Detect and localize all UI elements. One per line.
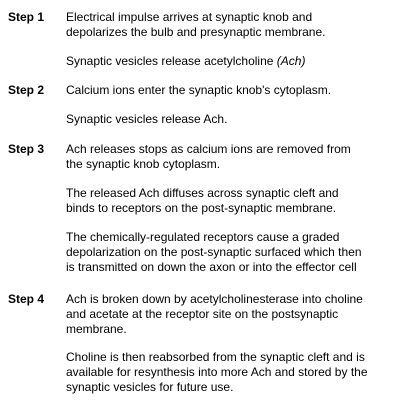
text-line: The released Ach diffuses across synaptic cleft and (66, 186, 339, 200)
text-line: available for resynthesis into more Ach and stored by the (66, 365, 368, 379)
text-line: The chemically-regulated receptors cause a graded (66, 230, 340, 244)
text-line: is transmitted on down the axon or into the effector cell (66, 260, 357, 274)
step-1-paragraph-2 (66, 54, 400, 69)
step-4-label: Step 4 (8, 292, 45, 306)
step-1-label: Step 1 (8, 10, 45, 24)
step-1-paragraph-1 (66, 10, 400, 40)
step-3-paragraph-2 (66, 186, 400, 216)
step-2-label: Step 2 (8, 83, 45, 97)
step-3-label: Step 3 (8, 142, 45, 156)
text-line: Ach is broken down by acetylcholinesterase into choline (66, 292, 363, 306)
text-line: depolarization on the post-synaptic surfaced which then (66, 245, 362, 259)
step-4-paragraph-1 (66, 292, 400, 337)
text-line: binds to receptors on the post-synaptic membrane. (66, 201, 337, 215)
text-line: Calcium ions enter the synaptic knob's cytoplasm. (66, 83, 332, 97)
text-line: Choline is then reabsorbed from the synaptic cleft and is (66, 350, 365, 364)
text-line: depolarizes the bulb and presynaptic membrane. (66, 25, 326, 39)
text-line: Ach releases stops as calcium ions are removed from (66, 142, 351, 156)
text-line: Synaptic vesicles release acetylcholine (66, 54, 277, 68)
text-line: membrane. (66, 322, 127, 336)
text-line: the synaptic knob cytoplasm. (66, 157, 221, 171)
ach-abbreviation: (Ach) (276, 54, 306, 68)
text-line: and acetate at the receptor site on the postsynaptic (66, 307, 339, 321)
step-2-paragraph-2 (66, 112, 400, 127)
step-2-paragraph-1 (66, 83, 400, 98)
step-3-paragraph-3 (66, 230, 400, 275)
text-line: Synaptic vesicles release Ach. (66, 112, 228, 126)
step-4-paragraph-2 (66, 350, 400, 395)
text-line: synaptic vesicles for future use. (66, 380, 234, 394)
step-3-paragraph-1 (66, 142, 400, 172)
text-line: Electrical impulse arrives at synaptic knob and (66, 10, 313, 24)
